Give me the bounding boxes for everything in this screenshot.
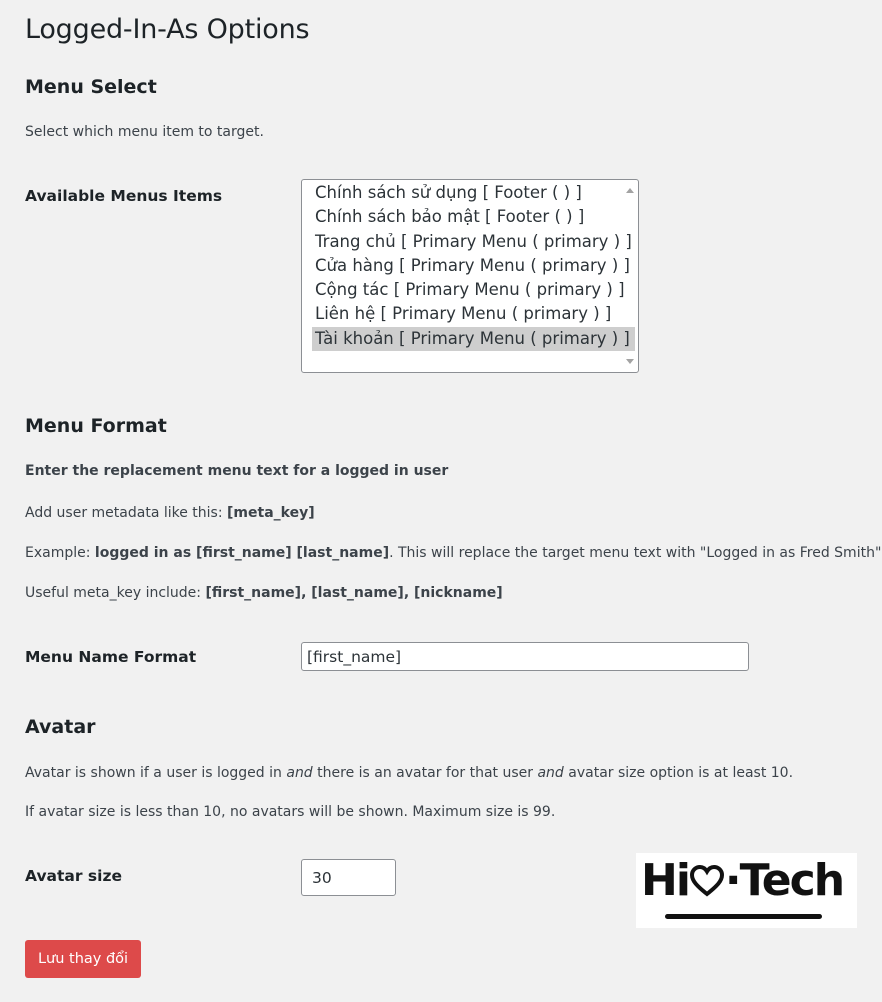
heart-icon: [689, 865, 725, 897]
watermark-text: Hi ·Tech: [641, 855, 844, 906]
save-changes-button[interactable]: Lưu thay đổi: [25, 940, 141, 978]
avatar-size-input[interactable]: [301, 859, 396, 896]
menu-format-heading: Menu Format: [25, 415, 167, 437]
menu-option[interactable]: Liên hệ [ Primary Menu ( primary ) ]: [315, 304, 612, 324]
avatar-heading: Avatar: [25, 716, 96, 738]
menu-option[interactable]: Chính sách bảo mật [ Footer ( ) ]: [315, 207, 585, 227]
avatar-size-note: If avatar size is less than 10, no avatars will be shown. Maximum size is 99.: [25, 804, 556, 820]
metadata-hint: Add user metadata like this: [meta_key]: [25, 505, 315, 521]
menu-format-intro: Enter the replacement menu text for a logged in user: [25, 463, 449, 479]
example-hint: Example: logged in as [first_name] [last_name]. This will replace the target menu text with "Logged in as Fred Smith": [25, 545, 882, 561]
menu-option[interactable]: Chính sách sử dụng [ Footer ( ) ]: [315, 183, 582, 202]
useful-keys-hint: Useful meta_key include: [first_name], [last_name], [nickname]: [25, 585, 503, 601]
listbox-scrollbar[interactable]: [621, 180, 638, 372]
page-title: Logged-In-As Options: [25, 14, 310, 45]
logo-underline: [665, 914, 822, 919]
scroll-up-arrow-icon[interactable]: [626, 188, 634, 193]
menu-name-format-input[interactable]: [301, 642, 749, 671]
hitech-watermark-logo: [636, 853, 857, 928]
menu-option[interactable]: Trang chủ [ Primary Menu ( primary ) ]: [315, 231, 632, 251]
example-value: logged in as [first_name] [last_name]: [94, 545, 390, 561]
menu-select-description: Select which menu item to target.: [25, 124, 264, 140]
metadata-key: [meta_key]: [227, 505, 315, 521]
avatar-description: Avatar is shown if a user is logged in and there is an avatar for that user and avatar size option is at least 10.: [25, 765, 794, 781]
available-menus-label: Available Menus Items: [25, 187, 223, 205]
menu-option-selected[interactable]: Tài khoản [ Primary Menu ( primary ) ]: [312, 327, 635, 351]
menu-name-format-label: Menu Name Format: [25, 648, 197, 666]
menu-option[interactable]: Cộng tác [ Primary Menu ( primary ) ]: [315, 280, 625, 300]
scroll-down-arrow-icon[interactable]: [626, 359, 634, 364]
menu-option[interactable]: Cửa hàng [ Primary Menu ( primary ) ]: [315, 255, 630, 275]
available-menus-listbox[interactable]: [301, 179, 639, 373]
useful-keys: [first_name], [last_name], [nickname]: [205, 585, 503, 601]
avatar-size-label: Avatar size: [25, 867, 122, 885]
menu-select-heading: Menu Select: [25, 76, 157, 98]
